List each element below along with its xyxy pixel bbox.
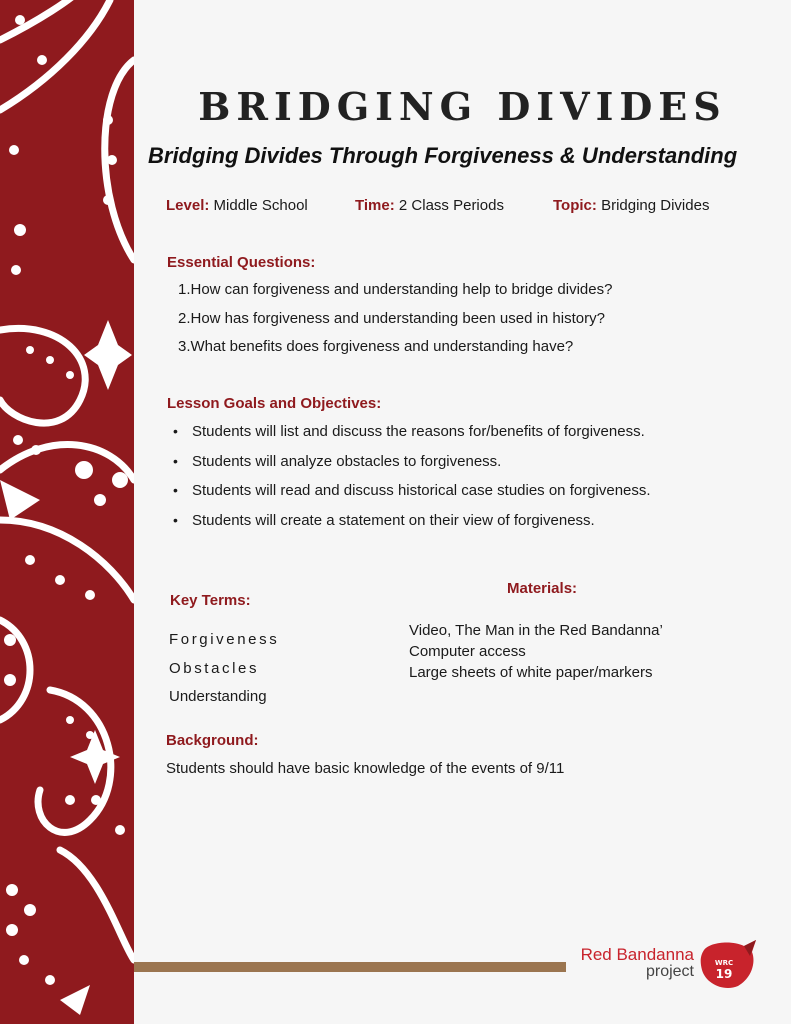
- essential-questions-list: [178, 276, 612, 362]
- level-label: Level:: [166, 197, 210, 214]
- time-value: 2 Class Periods: [398, 197, 504, 214]
- list-item: Large sheets of white paper/markers: [409, 664, 653, 681]
- list-item: 3.What benefits does forgiveness and understanding have?: [178, 338, 574, 355]
- footer-bar: [134, 962, 566, 972]
- list-item: Video, The Man in the Red Bandanna’: [409, 622, 663, 639]
- background-text: Students should have basic knowledge of the events of 9/11: [166, 760, 565, 777]
- topic-value: Bridging Divides: [601, 197, 710, 214]
- logo-line2: project: [645, 963, 694, 980]
- time-field: [355, 197, 504, 214]
- essential-questions-heading: Essential Questions:: [167, 254, 316, 271]
- level-field: [166, 197, 308, 214]
- level-value: Middle School: [213, 197, 308, 214]
- time-label: Time:: [355, 197, 395, 214]
- list-item: • Students will read and discuss historical case studies on forgiveness.: [173, 476, 651, 506]
- topic-field: [553, 197, 709, 214]
- bandanna-sidebar: [0, 0, 134, 1024]
- list-item: Obstacles: [169, 659, 260, 677]
- paisley-pattern: [0, 0, 134, 1024]
- background-heading: Background:: [166, 732, 259, 749]
- list-item: Understanding: [169, 688, 267, 705]
- logo-line1: Red Bandanna: [580, 945, 694, 964]
- page-subtitle: Bridging Divides Through Forgiveness & Understanding: [148, 143, 738, 168]
- red-bandanna-logo: [576, 938, 761, 990]
- list-item: Computer access: [409, 643, 526, 660]
- badge-number-text: 19: [715, 967, 733, 981]
- badge-top-text: WRC: [714, 959, 734, 967]
- logo-wordmark: [576, 946, 694, 980]
- bandanna-badge-icon: [698, 938, 758, 990]
- page-title: BRIDGING DIVIDES: [198, 84, 727, 129]
- list-item: • Students will analyze obstacles to forgiveness.: [173, 447, 651, 477]
- materials-list: [409, 620, 663, 683]
- key-terms-list: [169, 626, 279, 712]
- list-item: Forgiveness: [169, 631, 280, 648]
- list-item: • Students will create a statement on their view of forgiveness.: [173, 506, 651, 536]
- goals-list: [173, 417, 651, 535]
- list-item: 2.How has forgiveness and understanding been used in history?: [178, 309, 605, 327]
- list-item: 1.How can forgiveness and understanding help to bridge divides?: [178, 281, 613, 298]
- materials-heading: Materials:: [507, 580, 578, 597]
- topic-label: Topic:: [553, 197, 597, 214]
- key-terms-heading: Key Terms:: [170, 592, 251, 609]
- goals-heading: Lesson Goals and Objectives:: [167, 395, 382, 412]
- list-item: • Students will list and discuss the reasons for/benefits of forgiveness.: [173, 417, 651, 447]
